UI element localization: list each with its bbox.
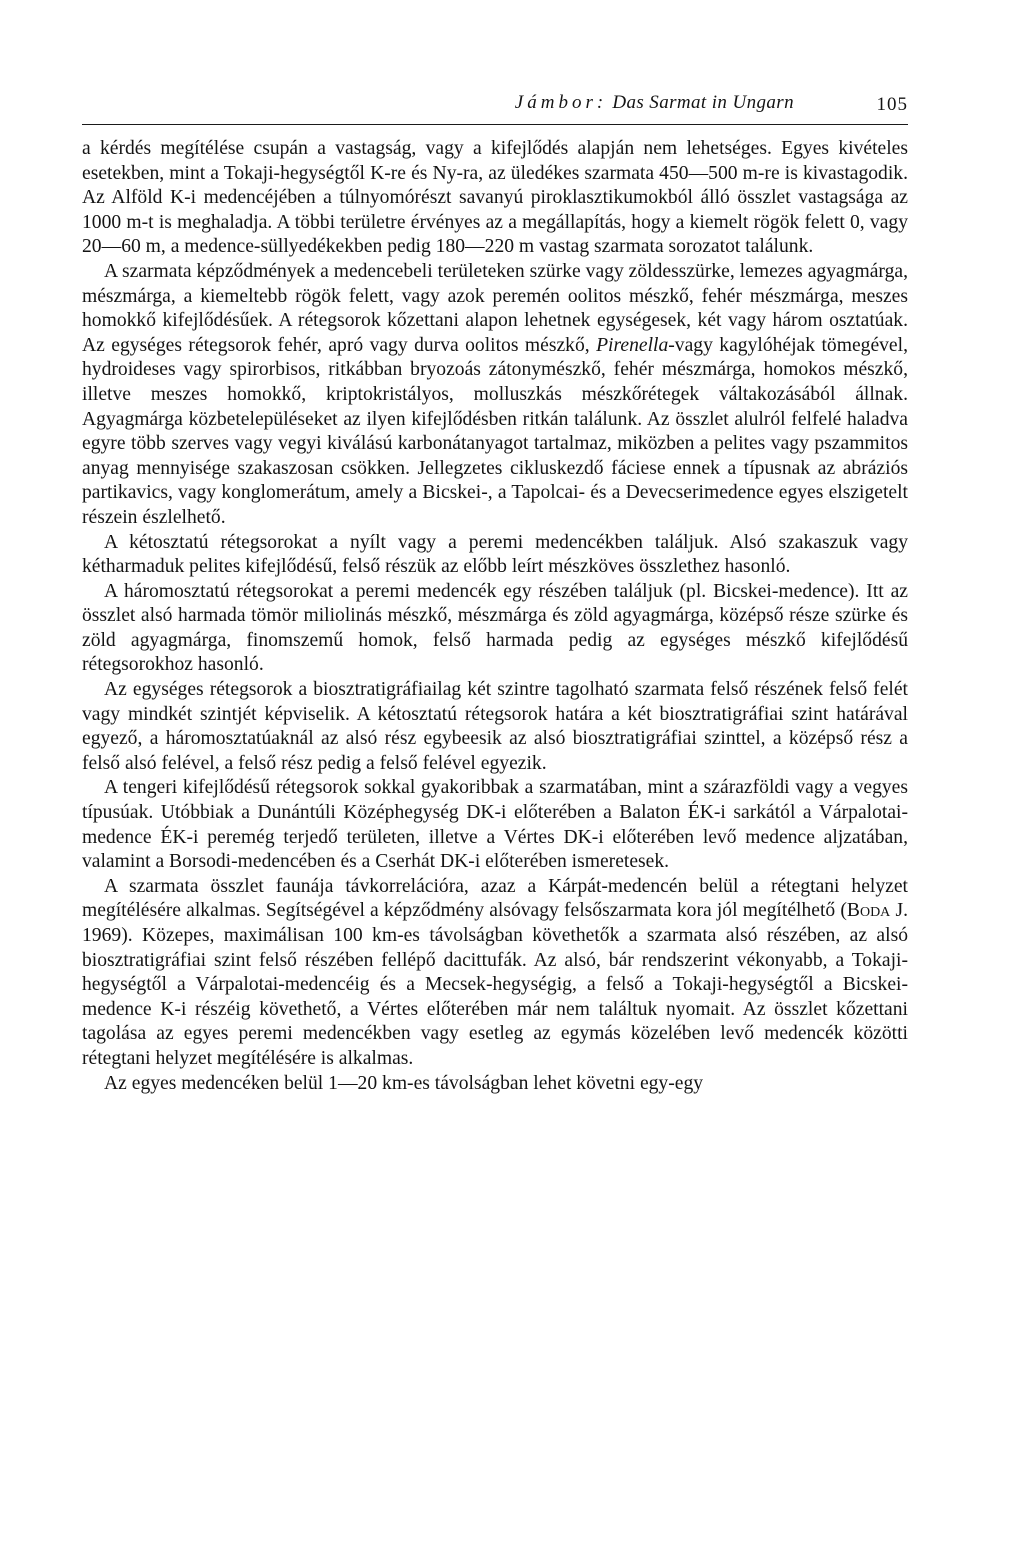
paragraph-2-text-b: -vagy kagylóhéjak tömegével, hydroideses vagy spirorbisos, ritkábban bryozoás zátonymészkő, fehér mészmárga, homokos mészkő, illetve meszes homokkő, kriptokristályos, molluszkás mészkőrétegek váltakozásából állnak. Agyagmárga közbetelepüléseket az ilyen kifejlődésben ritkán találunk. Az összlet alulról felfelé haladva egyre több szerves vagy vegyi kiválású karbonátanyagot tartalmaz, miközben a pelites vagy pszammitos anyag mennyisége szakaszosan csökken. Jellegzetes cikluskezdő fáciese ennek a típusnak az abráziós partikavics, vagy konglomerátum, amely a Bicskei-, a Tapolcai- és a Devecserimedence egyes elszigetelt részein észlelhető.	[82, 334, 908, 528]
paragraph-3: A kétosztatú rétegsorokat a nyílt vagy a peremi medencékben találjuk. Alsó szakaszuk vagy kétharmaduk pelites kifejlődésű, felső részük az előbb leírt mészköves összlethez hasonló.	[82, 531, 908, 578]
running-header	[82, 88, 908, 125]
paragraph-4: A háromosztatú rétegsorokat a peremi medencék egy részében találjuk (pl. Bicskei-medence). Itt az összlet alsó harmada tömör miliolinás mészkő, mészmárga és zöld agyagmárga, középső része szürke és zöld agyagmárga, finomszemű homok, felső harmada pedig az egységes mészkő kifejlődésű rétegsorokhoz hasonló.	[82, 580, 908, 676]
paragraph-1: a kérdés megítélése csupán a vastagság, vagy a kifejlődés alapján nem lehetséges. Egyes kivételes esetekben, mint a Tokaji-hegységtől K-re és Ny-ra, az üledékes szarmata 450—500 m-re is kivastagodik. Az Alföld K-i medencéjében a túlnyomórészt savanyú piroklasztikumokból álló összlet vastagsága az 1000 m-t is meghaladja. A többi területre érvényes az a megállapítás, hogy a kiemelt rögök felett 0, vagy 20—60 m, a medence-süllyedékekben pedig 180—220 m vastag szarmata sorozatot találunk.	[82, 138, 908, 258]
author-name: Jámbor:	[514, 92, 608, 113]
paragraph-2-text-a: A szarmata képződmények a medencebeli területeken szürke vagy zöldesszürke, lemezes agyagmárga, mészmárga, a kiemeltebb rögök felett, vagy azok peremén oolitos mészkő, fehér mészmárga, meszes homokkő kifejlődésűek. A rétegsorok kőzettani alapon lehetnek egységesek, két vagy három osztatúak. Az egységes rétegsorok fehér, apró vagy durva oolitos mészkő,	[82, 260, 908, 356]
body-text	[82, 137, 908, 1096]
running-title	[515, 92, 794, 114]
paragraph-6: A tengeri kifejlődésű rétegsorok sokkal gyakoribbak a szarmatában, mint a szárazföldi vagy a vegyes típusúak. Utóbbiak a Dunántúli Középhegység DK-i előterében a Balaton ÉK-i sarkától a Várpalotai-medence ÉK-i peremég terjedő területen, illetve a Vértes DK-i előterében levő medence aljzatában, valamint a Borsodi-medencében és a Cserhát DK-i előterében ismeretesek.	[82, 777, 908, 873]
paragraph-2	[82, 260, 908, 531]
paragraph-7	[82, 875, 908, 1072]
paragraph-5: Az egységes rétegsorok a biosztratigráfiailag két szintre tagolható szarmata felső részének felső felét vagy mindkét szintjét képviselik. A kétosztatú rétegsorok határa a két biosztratigráfiai szint határával egyező, a háromosztatúaknál az alsó rész egybeesik az alsó biosztratigráfiai szinttel, a középső rész a felső alsó felével, a felső rész pedig a felső felével egyezik.	[82, 679, 908, 774]
paragraph-8: Az egyes medencéken belül 1—20 km-es távolságban lehet követni egy-egy	[104, 1072, 704, 1094]
paragraph-7-text-b: J. 1969). Közepes, maximálisan 100 km-es távolságban követhetők a szarmata alsó részében, az alsó biosztratigráfiai szint felső részében fellépő dacittufák. Az alsó, bár rendszerint vékonyabb, a Tokaji-hegységtől a Várpalotai-medencéig és a Mecsek-hegységig, a felső a Tokaji-hegységtől a Bicskei-medence K-i részéig követhető, a Vértes előterében már nem találtuk nyomait. Az összlet kőzettani tagolása az egyes peremi medencékben vagy esetleg az egymás közelében levő medencék közötti rétegtani helyzet megítélésére is alkalmas.	[82, 900, 908, 1069]
taxon-name: Pirenella	[596, 334, 669, 356]
page-number: 105	[876, 94, 908, 115]
paragraph-7-text-a: A szarmata összlet faunája távkorrelációra, azaz a Kárpát-medencén belül a rétegtani helyzet megítélésére alkalmas. Segítségével a képződmény alsóvagy felsőszarmata kora jól megítélhető (	[82, 875, 908, 922]
article-title: Das Sarmat in Ungarn	[612, 92, 794, 113]
citation-author: Boda	[846, 900, 891, 922]
document-page	[82, 88, 908, 1096]
